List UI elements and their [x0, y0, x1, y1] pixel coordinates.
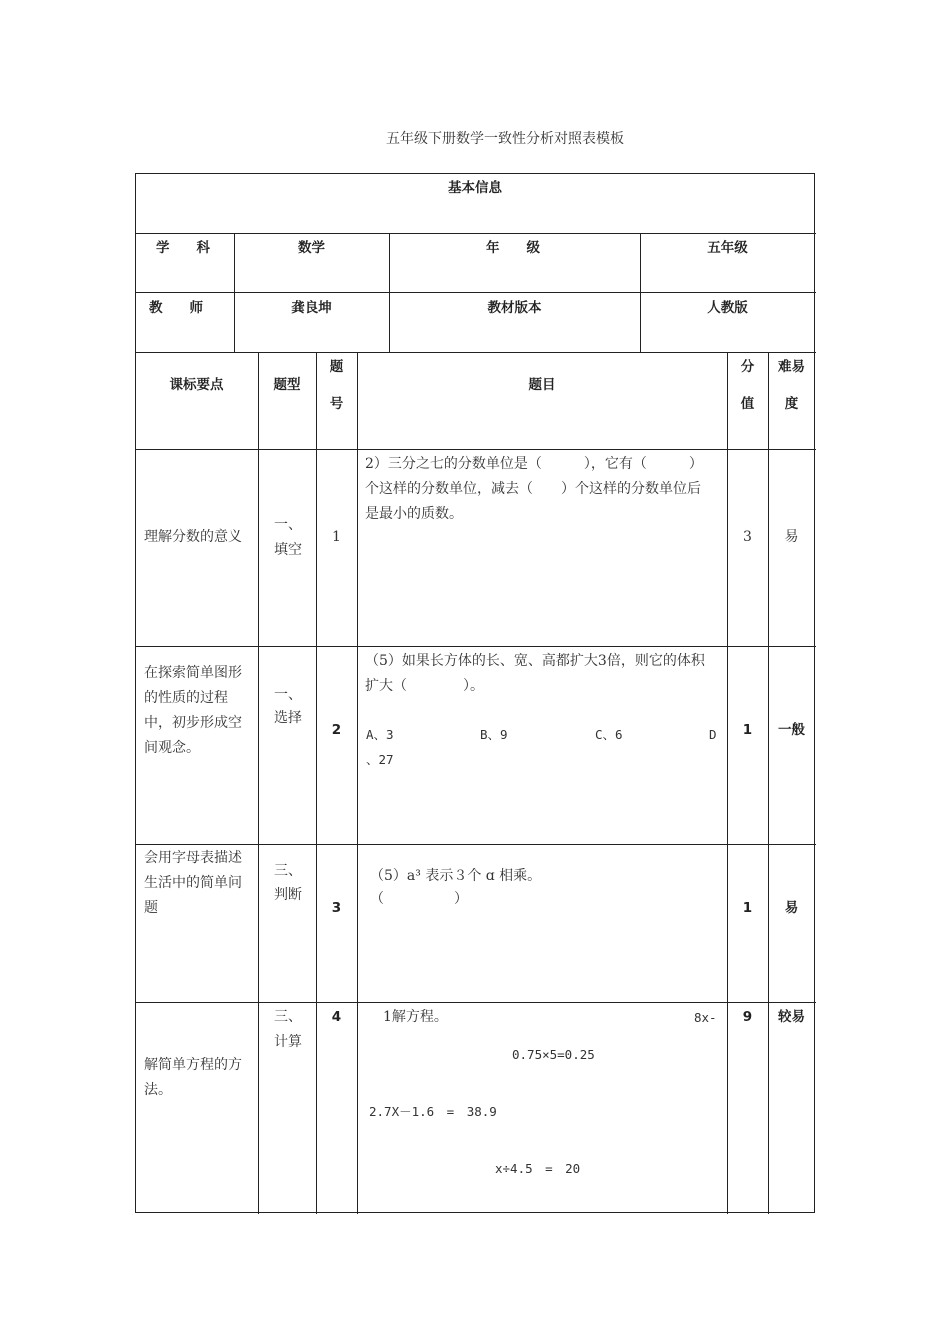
col-divider — [258, 352, 259, 1214]
header-score-bottom: 值 — [740, 396, 755, 412]
row2-difficulty: 一般 — [778, 722, 805, 738]
row4-equation-1: 0.75×5=0.25 — [512, 1047, 595, 1062]
row-divider — [136, 352, 816, 353]
row3-number: 3 — [331, 900, 342, 916]
grade-label: 年 级 — [486, 240, 540, 256]
row4-question-head: 1解方程。 — [383, 1009, 448, 1025]
header-number-bottom: 号 — [329, 396, 344, 412]
row4-standard-line: 法。 — [144, 1082, 172, 1098]
row4-type-a: 三、 — [274, 1009, 302, 1025]
row1-question-line: 2）三分之七的分数单位是（ ），它有（ ） — [365, 456, 703, 472]
row4-equation-2: 2.7X－1.6 = 38.9 — [369, 1104, 497, 1119]
row1-number: 1 — [332, 529, 341, 545]
row3-question-line: （ ） — [370, 891, 468, 907]
header-score-top: 分 — [740, 359, 755, 375]
row2-question-line: （5）如果长方体的长、宽、高都扩大3倍，则它的体积 — [365, 653, 705, 669]
row3-score: 1 — [742, 900, 753, 916]
row3-standard-line: 会用字母表描述 — [144, 850, 242, 866]
col-divider — [727, 352, 728, 1214]
row2-option-a: A、3 — [366, 727, 394, 742]
row2-option-d-tail: 、27 — [366, 752, 394, 767]
header-standard: 课标要点 — [169, 377, 224, 393]
row4-equation-3: x÷4.5 = 20 — [495, 1161, 581, 1176]
row2-question-line: 扩大（ ）。 — [365, 678, 484, 694]
row2-option-c: C、6 — [595, 727, 623, 742]
row2-standard-line: 在探索简单图形 — [144, 665, 242, 681]
edition-label: 教材版本 — [487, 300, 542, 316]
row1-question-line: 个这样的分数单位，减去（ ）个这样的分数单位后 — [365, 481, 701, 497]
row1-standard: 理解分数的意义 — [144, 529, 242, 545]
col-divider — [316, 352, 317, 1214]
row4-difficulty: 较易 — [778, 1009, 805, 1025]
row3-standard-line: 生活中的简单问 — [144, 875, 242, 891]
header-number-top: 题 — [329, 359, 344, 375]
header-question: 题目 — [528, 377, 556, 393]
row4-question-tail: 8x- — [694, 1010, 717, 1025]
grade-value: 五年级 — [707, 240, 748, 256]
teacher-label: 教 师 — [149, 300, 203, 316]
teacher-value: 龚良坤 — [291, 300, 332, 316]
row1-type-a: 一、 — [274, 517, 302, 533]
row-divider — [136, 646, 816, 647]
col-divider — [768, 352, 769, 1214]
row3-type-a: 三、 — [274, 863, 302, 879]
edition-value: 人教版 — [707, 300, 748, 316]
row-divider — [136, 844, 816, 845]
header-difficulty-bottom: 度 — [784, 396, 799, 412]
row2-standard-line: 间观念。 — [144, 740, 200, 756]
row2-type-b: 选择 — [274, 710, 302, 726]
row2-option-d: D — [709, 727, 717, 742]
row1-score: 3 — [743, 529, 752, 545]
row1-type-b: 填空 — [274, 542, 302, 558]
row2-type-a: 一、 — [274, 687, 302, 703]
row-divider — [136, 292, 816, 293]
row4-type-b: 计算 — [274, 1034, 302, 1050]
row2-option-b: B、9 — [480, 727, 508, 742]
basic-info-heading: 基本信息 — [448, 180, 502, 196]
row3-question-line: （5）a³ 表示３个 ɑ 相乘。 — [370, 868, 542, 884]
row3-type-b: 判断 — [274, 887, 302, 903]
row4-standard-line: 解简单方程的方 — [144, 1057, 242, 1073]
row4-number: 4 — [331, 1009, 342, 1025]
row-divider — [136, 1002, 816, 1003]
row3-standard-line: 题 — [144, 900, 158, 916]
row2-number: 2 — [331, 722, 342, 738]
row2-score: 1 — [742, 722, 753, 738]
subject-label: 学 科 — [156, 240, 210, 256]
row-divider — [136, 449, 816, 450]
row1-question-line: 是最小的质数。 — [365, 506, 463, 522]
row-divider — [136, 233, 816, 234]
row2-standard-line: 中，初步形成空 — [144, 715, 242, 731]
col-divider — [389, 233, 390, 352]
header-difficulty-top: 难易 — [778, 359, 805, 375]
row2-standard-line: 的性质的过程 — [144, 690, 228, 706]
row3-difficulty: 易 — [784, 900, 799, 916]
document-title: 五年级下册数学一致性分析对照表模板 — [386, 131, 624, 147]
row4-score: 9 — [742, 1009, 753, 1025]
subject-value: 数学 — [298, 240, 325, 256]
col-divider — [357, 352, 358, 1214]
row1-difficulty: 易 — [784, 529, 799, 545]
header-type: 题型 — [273, 377, 301, 393]
